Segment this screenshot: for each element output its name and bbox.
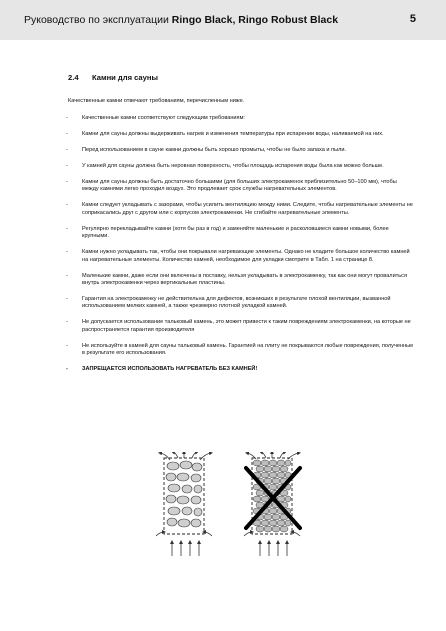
list-dash: -	[66, 131, 68, 137]
page-header	[0, 0, 446, 40]
list-dash: -	[66, 296, 68, 303]
section-number: 2.4	[68, 73, 79, 82]
list-item-text: Гарантия на электрокаменку не действительна для дефектов, возникших в результате плохой вентиляции, вызванной использованием мелких камней, а также чрезмерно плотной укладкой камней.	[82, 296, 391, 310]
list-dash: -	[66, 163, 68, 169]
list-item-text: Качественные камни соответствуют следующим требованиям:	[82, 115, 245, 121]
airflow-arrows-bottom	[244, 532, 300, 556]
incorrect-stacking-diagram	[244, 452, 300, 556]
list-item-text: Не допускается использование тальковый камень, это может привести к таким повреждениям электрокаменки, на которые не распространяется гарантия производителя	[82, 319, 411, 333]
list-item	[64, 249, 414, 264]
list-item-text: Регулярно перекладывайте камни (хотя бы раз в год) и заменяйте маленькие и расколовшиеся камни новыми, более крупными.	[82, 225, 389, 240]
section-intro: Качественные камни отвечают требованиям, перечисленным ниже.	[68, 98, 245, 104]
list-dash: -	[66, 179, 68, 185]
list-item	[64, 179, 414, 194]
section-title: Камни для сауны	[92, 73, 158, 82]
list-item	[64, 296, 414, 311]
warning-item	[64, 366, 414, 373]
list-item	[64, 115, 414, 122]
list-item	[64, 319, 414, 334]
list-dash: -	[66, 272, 68, 279]
list-dash: -	[66, 319, 68, 326]
list-dash: -	[66, 225, 68, 232]
list-item	[64, 226, 414, 241]
airflow-arrows-up	[160, 452, 211, 460]
list-item	[64, 202, 414, 217]
warning-text: ЗАПРЕЩАЕТСЯ ИСПОЛЬЗОВАТЬ НАГРЕВАТЕЛЬ БЕЗ КАМНЕЙ!	[82, 366, 258, 373]
list-dash: -	[66, 115, 68, 121]
list-dash: -	[66, 366, 68, 373]
list-dash: -	[66, 342, 68, 349]
list-item-text: Камни нужно укладывать так, чтобы они покрывали нагревающие элементы. Однако не кладите большое количество камней на нагревательные элементы. Количество камней, необходимое для укладки смотрите в Табл. 1 на странице 8.	[82, 249, 410, 263]
list-item-text: Камни для сауны должны быть достаточно большими (для больших электрокаменок приблизительно 50–100 мм), чтобы между камнями легко проходил воздух. Это продлевает срок службы нагревательных элементов.	[82, 179, 397, 193]
page-number: 5	[409, 13, 416, 25]
list-item-text: Перед использованием в сауне камни должны быть хорошо промыты, чтобы не было запаха и пыли.	[82, 147, 347, 153]
requirements-list	[64, 115, 414, 382]
list-item	[64, 343, 414, 358]
list-item-text: Камни следует укладывать с зазорами, чтобы усилить вентиляцию между ними. Следите, чтобы нагревательные элементы не соприкасались друг с другом или с корпусом электрокаменки. Не сгибайте нагревательные элементы.	[82, 202, 413, 216]
list-dash: -	[66, 202, 68, 209]
list-dash: -	[66, 249, 68, 256]
document-title-prefix: Руководство по эксплуатации	[24, 14, 169, 26]
list-item-text: Камни для сауны должны выдерживать нагрев и изменения температуры при испарении воды, наливаемой на них.	[82, 131, 384, 137]
document-title-models: Ringo Black, Ringo Robust Black	[171, 14, 339, 26]
section-heading	[68, 73, 158, 82]
stones-loose	[166, 461, 202, 527]
list-item-text: Маленькие камни, даже если они включены в поставку, нельзя укладывать в электрокаменку, так как они могут провалиться внутрь электрокаменки через вертикальные пластины.	[82, 272, 408, 287]
list-dash: -	[66, 147, 68, 153]
list-item-text: У камней для сауны должна быть неровная поверхность, чтобы площадь испарения воды была как можно больше.	[82, 163, 384, 169]
list-item	[64, 147, 414, 154]
airflow-arrows-bottom	[156, 532, 212, 556]
list-item	[64, 131, 414, 138]
list-item-text: Не используйте в камней для сауны тальковый камень. Гарантией на плиту не покрываются любые повреждения, полученные в результате его использования.	[82, 342, 414, 357]
stone-stacking-illustration	[148, 452, 328, 560]
correct-stacking-diagram	[156, 452, 212, 556]
list-item	[64, 163, 414, 170]
list-item	[64, 273, 414, 288]
document-title	[24, 14, 338, 26]
